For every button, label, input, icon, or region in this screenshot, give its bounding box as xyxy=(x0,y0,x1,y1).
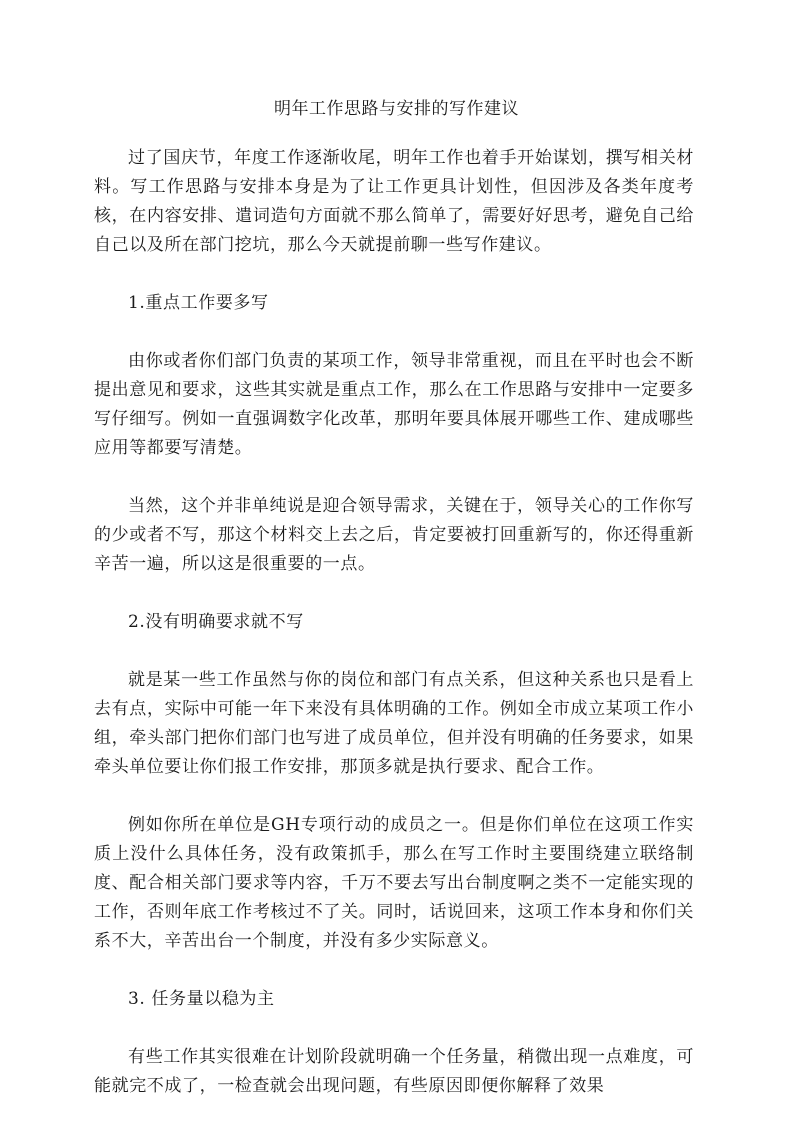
intro-paragraph: 过了国庆节，年度工作逐渐收尾，明年工作也着手开始谋划，撰写相关材料。写工作思路与安排本身是为了让工作更具计划性，但因涉及各类年度考核，在内容安排、遣词造句方面就不那么简单了，需要好好思考，避免自己给自己以及所在部门挖坑，那么今天就提前聊一些写作建议。 xyxy=(94,148,694,255)
section-1-paragraph-2: 当然，这个并非单纯说是迎合领导需求，关键在于，领导关心的工作你写的少或者不写，那这个材料交上去之后，肯定要被打回重新写的，你还得重新辛苦一遍，所以这是很重要的一点。 xyxy=(94,496,694,574)
section-1-paragraph-1: 由你或者你们部门负责的某项工作，领导非常重视，而且在平时也会不断提出意见和要求，这些其实就是重点工作，那么在工作思路与安排中一定要多写仔细写。例如一直强调数字化改革，那明年要具体展开哪些工作、建成哪些应用等都要写清楚。 xyxy=(94,351,694,458)
section-2-heading: 2.没有明确要求就不写 xyxy=(128,612,304,632)
document-title: 明年工作思路与安排的写作建议 xyxy=(274,99,519,119)
section-3-paragraph-1: 有些工作其实很难在计划阶段就明确一个任务量，稍微出现一点难度，可能就完不成了，一检查就会出现问题，有些原因即便你解释了效果 xyxy=(94,1047,694,1096)
section-1-heading: 1.重点工作要多写 xyxy=(128,293,269,313)
section-2-paragraph-2: 例如你所在单位是GH专项行动的成员之一。但是你们单位在这项工作实质上没什么具体任务，没有政策抓手，那么在写工作时主要围绕建立联络制度、配合相关部门要求等内容，千万不要去写出台制度啊之类不一定能实现的工作，否则年底工作考核过不了关。同时，话说回来，这项工作本身和你们关系不大，辛苦出台一个制度，并没有多少实际意义。 xyxy=(94,815,694,951)
document-body xyxy=(94,144,694,1130)
section-3-heading: 3. 任务量以稳为主 xyxy=(128,989,275,1009)
section-2-paragraph-1: 就是某一些工作虽然与你的岗位和部门有点关系，但这种关系也只是看上去有点，实际中可能一年下来没有具体明确的工作。例如全市成立某项工作小组，牵头部门把你们部门也写进了成员单位，但并没有明确的任务要求，如果牵头单位要让你们报工作安排，那顶多就是执行要求、配合工作。 xyxy=(94,670,694,777)
